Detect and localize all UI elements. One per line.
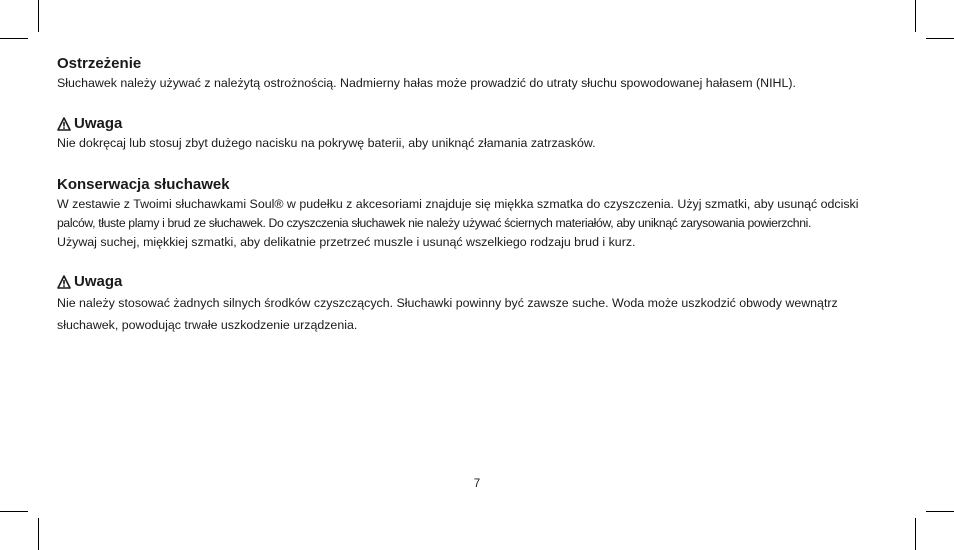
section-heading-warning: Ostrzeżenie: [57, 55, 142, 72]
section-heading-note: Uwaga: [57, 114, 903, 134]
section-text: Używaj suchej, miękkiej szmatki, aby delikatnie przetrzeć muszle i usunąć wszelkiego rodzaju brud i kurz.: [57, 235, 636, 249]
section-text: Nie należy stosować żadnych silnych środków czyszczących. Słuchawki powinny być zawsze suche. Woda może uszkodzić obwody wewnątrz: [57, 296, 838, 310]
section-text: słuchawek, powodując trwałe uszkodzenie urządzenia.: [57, 318, 358, 332]
crop-mark: [915, 0, 916, 32]
warning-triangle-icon: [57, 275, 71, 289]
section-text: W zestawie z Twoimi słuchawkami Soul® w pudełku z akcesoriami znajduje się miękka szmatka do czyszczenia. Użyj szmatki, aby usunąć odciski: [57, 197, 859, 211]
section-heading-note: Uwaga: [57, 272, 903, 292]
page-number: 7: [473, 478, 481, 490]
warning-triangle-icon: [57, 117, 71, 131]
crop-mark: [0, 511, 28, 512]
section-text: Słuchawek należy używać z należytą ostrożnością. Nadmierny hałas może prowadzić do utraty słuchu spowodowanej hałasem (NIHL).: [57, 76, 796, 90]
crop-mark: [38, 518, 39, 550]
page-content: [57, 54, 903, 336]
crop-mark: [38, 0, 39, 32]
section-text: palców, tłuste plamy i brud ze słuchawek. Do czyszczenia słuchawek nie należy używać ściernych materiałów, aby uniknąć zarysowania powierzchni.: [57, 216, 812, 230]
section-heading-maintenance: Konserwacja słuchawek: [57, 176, 230, 193]
section-text: Nie dokręcaj lub stosuj zbyt dużego nacisku na pokrywę baterii, aby uniknąć złamania zatrzasków.: [57, 136, 596, 150]
crop-mark: [915, 518, 916, 550]
crop-mark: [926, 511, 954, 512]
crop-mark: [0, 38, 28, 39]
crop-mark: [926, 38, 954, 39]
